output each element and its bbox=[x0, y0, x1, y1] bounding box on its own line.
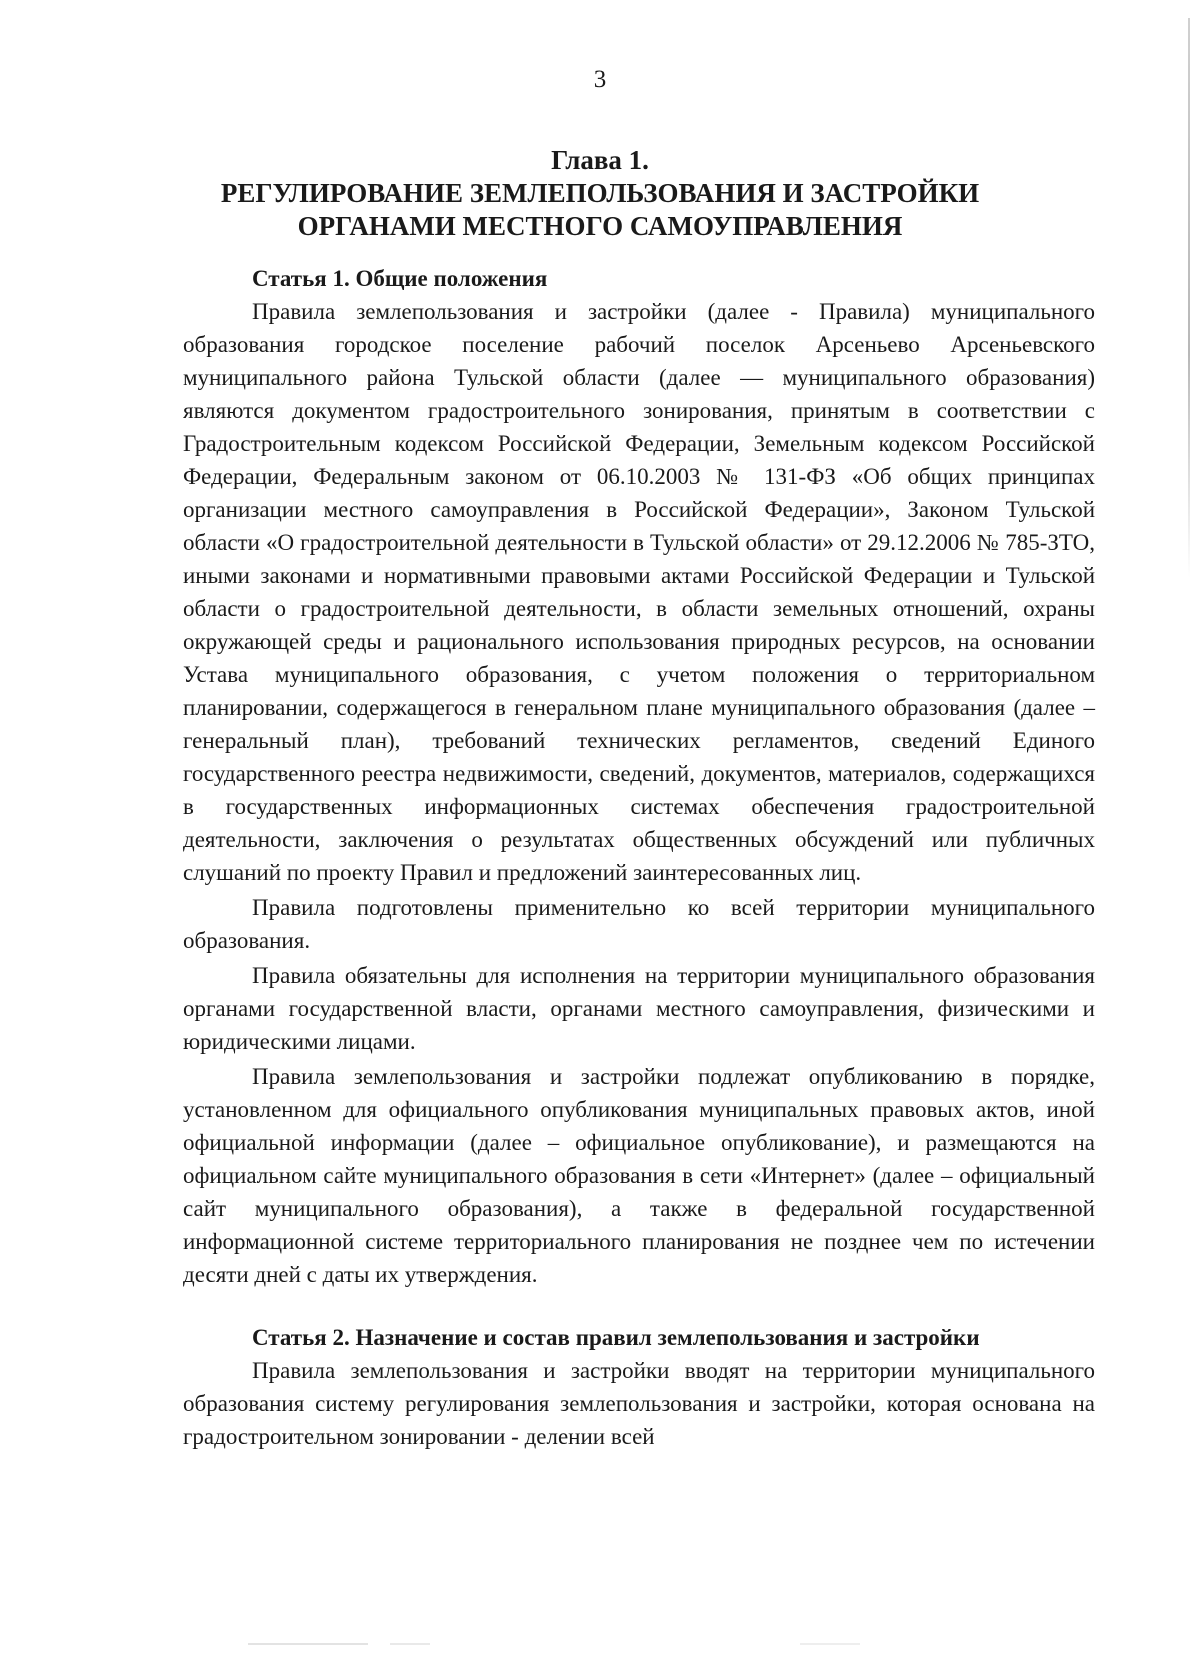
scan-edge-shadow bbox=[1188, 18, 1190, 578]
article-1-paragraph: Правила подготовлены применительно ко всей территории муниципального образования. bbox=[183, 895, 1095, 953]
article-1-paragraph: Правила землепользования и застройки подлежат опубликованию в порядке, установленном для официального опубликования муниципальных правовых актов, иной официальной информации (далее – официальное опубликование), и размещаются на официальном сайте муниципального образования в сети «Интернет» (далее – официальный сайт муниципального образования), а также в федеральной государственной информационной системе территориального планирования не позднее чем по истечении десяти дней с даты их утверждения. bbox=[183, 1064, 1095, 1287]
article-1-paragraph: Правила обязательны для исполнения на территории муниципального образования органами государственной власти, органами местного самоуправления, физическими и юридическими лицами. bbox=[183, 963, 1095, 1054]
chapter-title-line1: РЕГУЛИРОВАНИЕ ЗЕМЛЕПОЛЬЗОВАНИЯ И ЗАСТРОЙКИ bbox=[220, 178, 980, 208]
chapter-label: Глава 1. bbox=[551, 145, 649, 175]
page-number: 3 bbox=[593, 66, 607, 93]
chapter-header bbox=[0, 144, 1200, 243]
scan-speckle bbox=[248, 1643, 368, 1645]
scan-speckle bbox=[800, 1643, 860, 1645]
document-body bbox=[183, 262, 1095, 1453]
scan-speckle bbox=[390, 1643, 430, 1645]
article-2-paragraph: Правила землепользования и застройки вводят на территории муниципального образования систему регулирования землепользования и застройки, которая основана на градостроительном зонировании - делении всей bbox=[183, 1358, 1095, 1449]
article-1-paragraph: Правила землепользования и застройки (далее - Правила) муниципального образования городское поселение рабочий поселок Арсеньево Арсеньевского муниципального района Тульской области (далее — муниципального образования) являются документом градостроительного зонирования, принятым в соответствии с Градостроительным кодексом Российской Федерации, Земельным кодексом Российской Федерации, Федеральным законом от 06.10.2003 № 131-ФЗ «Об общих принципах организации местного самоуправления в Российской Федерации», Законом Тульской области «О градостроительной деятельности в Тульской области» от 29.12.2006 № 785-ЗТО, иными законами и нормативными правовыми актами Российской Федерации и Тульской области о градостроительной деятельности, в области земельных отношений, охраны окружающей среды и рационального использования природных ресурсов, на основании Устава муниципального образования, с учетом положения о территориальном планировании, содержащегося в генеральном плане муниципального образования (далее – генеральный план), требований технических регламентов, сведений Единого государственного реестра недвижимости, сведений, документов, материалов, содержащихся в государственных информационных системах обеспечения градостроительной деятельности, заключения о результатах общественных обсуждений или публичных слушаний по проекту Правил и предложений заинтересованных лиц. bbox=[183, 299, 1095, 885]
article-1-heading: Статья 1. Общие положения bbox=[252, 266, 548, 291]
article-2-heading: Статья 2. Назначение и состав правил землепользования и застройки bbox=[252, 1325, 980, 1350]
chapter-title-line2: ОРГАНАМИ МЕСТНОГО САМОУПРАВЛЕНИЯ bbox=[297, 211, 903, 241]
